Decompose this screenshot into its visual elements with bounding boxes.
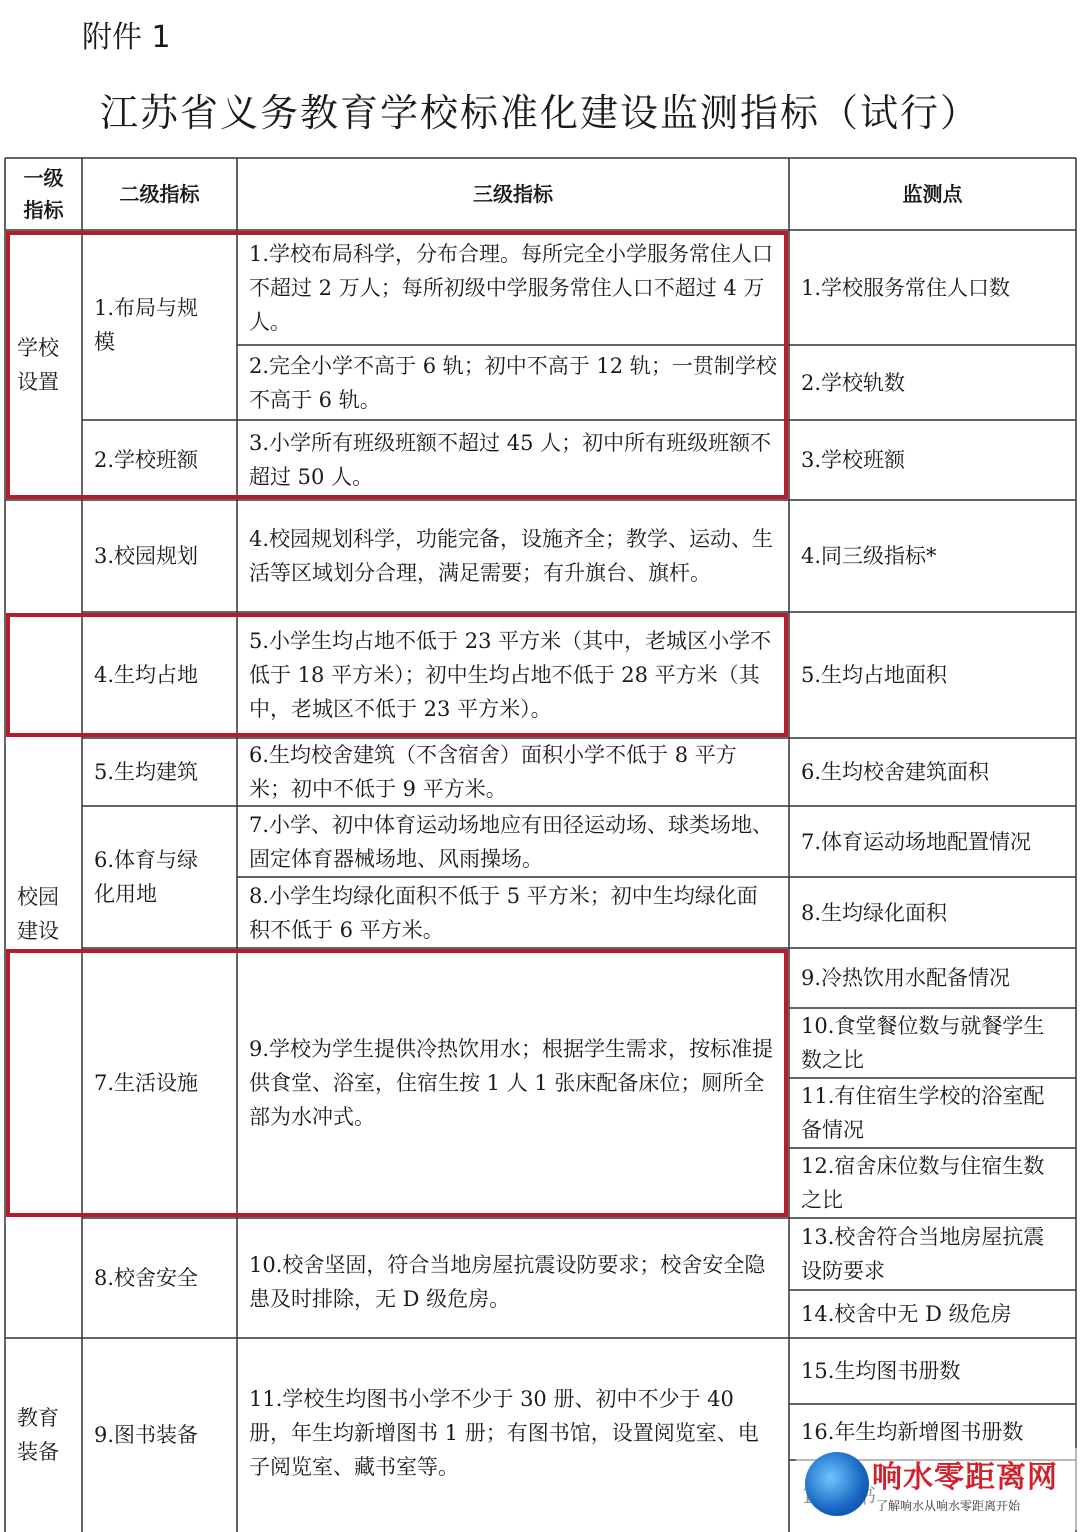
monitor-point-12: 12.宿舍床位数与住宿生数之比 xyxy=(801,1154,1045,1212)
swirl-logo-icon xyxy=(805,1452,869,1516)
monitor-point-4: 4.同三级指标* xyxy=(801,544,937,568)
header-monitor: 监测点 xyxy=(902,182,963,206)
monitor-point-1: 1.学校服务常住人口数 xyxy=(801,275,1011,300)
monitor-point-13: 13.校舍符合当地房屋抗震设防要求 xyxy=(801,1225,1045,1283)
monitor-point-11: 11.有住宿生学校的浴室配备情况 xyxy=(801,1084,1045,1142)
level2-library-equip: 9.图书装备 xyxy=(94,1423,199,1447)
level3-item-7: 7.小学、初中体育运动场地应有田径运动场、球类场地、固定体育器械场地、风雨操场。 xyxy=(249,812,774,871)
level2-living-facilities: 7.生活设施 xyxy=(94,1071,199,1095)
level2-class-size: 2.学校班额 xyxy=(94,448,199,472)
level3-item-3: 3.小学所有班级班额不超过 45 人；初中所有班级班额不超过 50 人。 xyxy=(249,431,772,489)
level3-item-10: 10.校舍坚固，符合当地房屋抗震设防要求；校舍安全隐患及时排除，无 D 级危房。 xyxy=(249,1253,766,1311)
level2-sports-green: 6.体育与绿 化用地 xyxy=(94,848,199,906)
level2-building-per-student: 5.生均建筑 xyxy=(94,760,199,784)
watermark-subtitle: 了解响水从响水零距离开始 xyxy=(876,1499,1021,1513)
highlight-box-land-per-student xyxy=(6,613,788,737)
monitor-point-6: 6.生均校舍建筑面积 xyxy=(801,760,990,784)
watermark-title: 响水零距离网 xyxy=(872,1460,1058,1495)
level3-item-4: 4.校园规划科学，功能完备，设施齐全；教学、运动、生活等区域划分合理，满足需要；有升旗台、旗杆。 xyxy=(249,527,774,585)
level1-edu-equip: 教育 装备 xyxy=(17,1406,59,1464)
header-level1: 一级 指标 xyxy=(23,166,64,222)
header-level3: 三级指标 xyxy=(473,182,553,206)
highlight-box-school-setup xyxy=(6,231,788,499)
monitor-point-5: 5.生均占地面积 xyxy=(801,663,948,687)
monitor-point-16: 16.年生均新增图书册数 xyxy=(801,1420,1024,1444)
level3-item-9: 9.学校为学生提供冷热饮用水；根据学生需求，按标准提供食堂、浴室，住宿生按 1 人 1 张床配备床位；厕所全部为水冲式。 xyxy=(249,1037,774,1129)
level2-building-safety: 8.校舍安全 xyxy=(94,1266,199,1290)
monitor-point-15: 15.生均图书册数 xyxy=(801,1359,961,1383)
monitor-point-14: 14.校舍中无 D 级危房 xyxy=(801,1302,1012,1326)
level3-item-2: 2.完全小学不高于 6 轨；初中不高于 12 轨；一贯制学校不高于 6 轨。 xyxy=(249,353,777,412)
level2-layout-scale: 1.布局与规 模 xyxy=(94,296,199,354)
level3-item-6: 6.生均校舍建筑（不含宿舍）面积小学不低于 8 平方米；初中不低于 9 平方米。 xyxy=(249,743,737,801)
document-title: 江苏省义务教育学校标准化建设监测指标（试行） xyxy=(99,91,980,135)
level3-item-5: 5.小学生均占地不低于 23 平方米（其中，老城区小学不低于 18 平方米）；初中生均占地不低于 28 平方米（其中，老城区不低于 23 平方米）。 xyxy=(249,629,772,721)
monitor-point-8: 8.生均绿化面积 xyxy=(801,900,948,925)
header-level2: 二级指标 xyxy=(119,182,200,206)
level2-campus-planning: 3.校园规划 xyxy=(94,544,199,568)
monitor-point-9: 9.冷热饮用水配备情况 xyxy=(801,966,1011,990)
level1-campus-build: 校园 建设 xyxy=(17,885,59,943)
level2-land-per-student: 4.生均占地 xyxy=(94,663,199,687)
monitor-point-10: 10.食堂餐位数与就餐学生数之比 xyxy=(801,1014,1045,1072)
monitor-point-2: 2.学校轨数 xyxy=(801,370,906,395)
attachment-label: 附件 1 xyxy=(82,20,171,55)
level1-school-setup: 学校 设置 xyxy=(17,336,59,394)
highlight-box-living-facilities xyxy=(6,949,788,1217)
monitor-point-7: 7.体育运动场地配置情况 xyxy=(801,829,1032,854)
level3-item-1: 1.学校布局科学，分布合理。每所完全小学服务常住人口不超过 2 万人；每所初级中学服务常住人口不超过 4 万人。 xyxy=(249,241,774,334)
level3-item-11: 11.学校生均图书小学不少于 30 册、初中不少于 40 册，年生均新增图书 1 册；有图书馆，设置阅览室、电子阅览室、藏书室等。 xyxy=(249,1387,759,1479)
monitor-point-3: 3.学校班额 xyxy=(801,448,906,472)
level3-item-8: 8.小学生均绿化面积不低于 5 平方米；初中生均绿化面积不低于 6 平方米。 xyxy=(249,883,758,942)
